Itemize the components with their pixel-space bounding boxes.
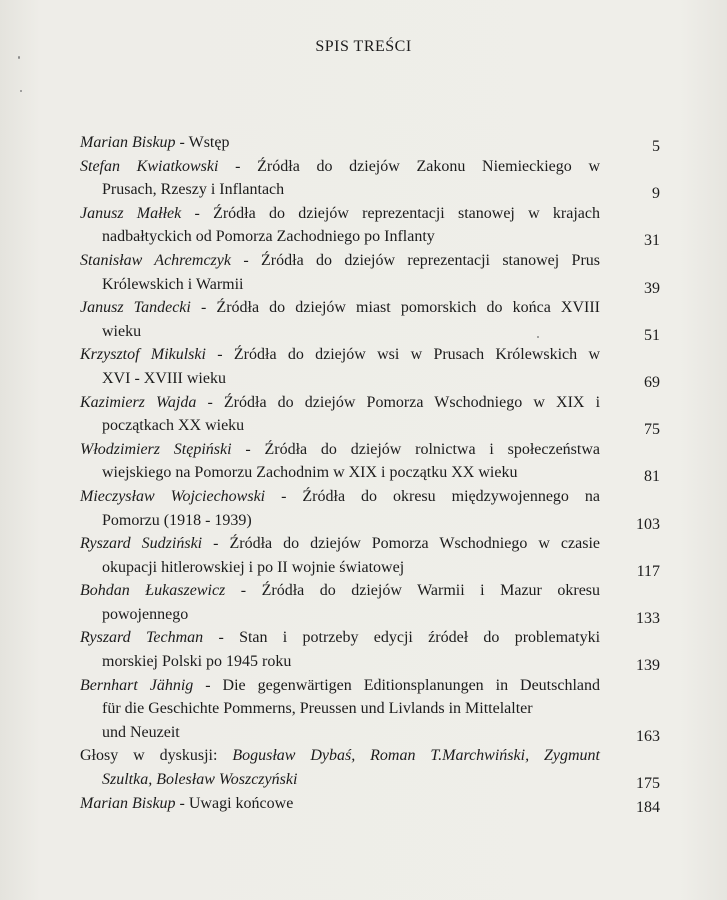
toc-title: Źródła do dziejów rolnictwa i społeczeństwa [264,440,601,458]
toc-author: Marian Biskup [80,794,176,812]
toc-entry[interactable]: Stefan Kwiatkowski - Źródła do dziejów Zakonu Niemieckiego w Prusach, Rzeszy i Inflantach 9 [80,155,660,202]
toc-page-number: 175 [636,775,660,793]
toc-entry[interactable]: Janusz Małłek - Źródła do dziejów reprezentacji stanowej w krajach nadbałtyckich od Pomorza Zachodniego po Inflanty 31 [80,202,660,249]
toc-title-continued: początkach XX wieku [102,417,245,435]
scan-speck [537,336,539,338]
toc-page-number: 103 [636,515,660,533]
toc-entry[interactable]: Stanisław Achremczyk - Źródła do dziejów reprezentacji stanowej Prus Królewskich i Warmii 39 [80,249,660,296]
toc-author: Stanisław Achremczyk [80,251,231,269]
toc-title-continued: XVI - XVIII wieku [102,369,226,387]
toc-title: Źródła do dziejów miast pomorskich do końca XVIII [216,299,601,317]
toc-entry[interactable]: Bernhart Jähnig - Die gegenwärtigen Editionsplanungen in Deutschland für die Geschichte Pommerns, Preussen und Livlands in Mittelalter und Neuzeit 163 [80,674,660,745]
toc-title: Źródła do dziejów Pomorza Wschodniego w XIX i [223,393,601,411]
toc-title-continued: powojennego [102,605,189,623]
toc-page-number: 9 [652,185,660,203]
toc-author: Ryszard Techman [80,629,204,647]
toc-author: Bohdan Łukaszewicz [80,582,226,600]
toc-title: Źródła do dziejów wsi w Prusach Królewskich w [233,346,601,364]
toc-title-continued: wiejskiego na Pomorzu Zachodnim w XIX i początku XX wieku [102,464,518,482]
toc-title-continued: Królewskich i Warmii [102,275,244,293]
toc-title: Wstęp [188,134,230,151]
toc-title-continued: und Neuzeit [102,723,180,741]
toc-discussion-prefix: Głosy w dyskusji: [80,747,233,765]
toc-entry[interactable]: Włodzimierz Stępiński - Źródła do dziejów rolnictwa i społeczeństwa wiejskiego na Pomorzu Zachodnim w XIX i początku XX wieku 81 [80,438,660,485]
toc-title-continued: morskiej Polski po 1945 roku [102,653,292,671]
toc-title-continued: Prusach, Rzeszy i Inflantach [102,181,285,199]
toc-entry[interactable]: Janusz Tandecki - Źródła do dziejów miast pomorskich do końca XVIII wieku 51 [80,296,660,343]
toc-page-number: 139 [636,657,660,675]
toc-entry[interactable]: Marian Biskup - Wstęp 5 [80,131,660,155]
toc-author: Bernhart Jähnig [80,676,194,694]
toc-page-number: 39 [644,279,660,297]
toc-author: Włodzimierz Stępiński [80,440,232,458]
toc-title: Źródła do dziejów reprezentacji stanowej w krajach [213,204,601,222]
toc-title-continued: Pomorzu (1918 - 1939) [102,511,252,529]
toc-page-number: 133 [636,609,660,627]
toc-page-number: 81 [644,468,660,486]
table-of-contents [80,131,660,815]
toc-title: Źródła do dziejów Zakonu Niemieckiego w [257,157,600,175]
toc-author: Marian Biskup [80,134,176,151]
toc-entry[interactable]: Ryszard Sudziński - Źródła do dziejów Pomorza Wschodniego w czasie okupacji hitlerowskiej i po II wojnie światowej 117 [80,532,660,579]
toc-author: Janusz Małłek [80,204,182,222]
toc-title: Źródła do okresu międzywojennego na [302,487,601,505]
toc-entry[interactable]: Kazimierz Wajda - Źródła do dziejów Pomorza Wschodniego w XIX i początkach XX wieku 75 [80,391,660,438]
toc-entry[interactable]: Bohdan Łukaszewicz - Źródła do dziejów Warmii i Mazur okresu powojennego 133 [80,579,660,626]
toc-entry[interactable] [80,744,660,791]
toc-page-number: 163 [636,727,660,745]
toc-title-continued: wieku [102,322,142,340]
toc-page-number: 75 [644,421,660,439]
toc-title: Die gegenwärtigen Editionsplanungen in Deutschland [222,676,601,694]
toc-author: Kazimierz Wajda [80,393,197,411]
toc-page-number: 31 [644,232,660,250]
toc-entry[interactable]: Mieczysław Wojciechowski - Źródła do okresu międzywojennego na Pomorzu (1918 - 1939) 103 [80,485,660,532]
toc-title-continued: für die Geschichte Pommerns, Preussen und Livlands in Mittelalter [102,700,533,718]
toc-title: Źródła do dziejów Pomorza Wschodniego w czasie [229,535,600,553]
toc-title: Źródła do dziejów reprezentacji stanowej Prus [261,251,601,269]
toc-author: Ryszard Sudziński [80,535,203,553]
scan-speck [18,56,20,59]
toc-page-number: 184 [636,798,660,816]
toc-title: Uwagi końcowe [188,794,294,812]
toc-author: Krzysztof Mikulski [80,346,206,364]
toc-author: Janusz Tandecki [80,299,191,317]
toc-entry[interactable]: Marian Biskup - Uwagi końcowe 184 [80,792,660,816]
toc-title: Źródła do dziejów Warmii i Mazur okresu [261,582,601,600]
toc-title-continued: nadbałtyckich od Pomorza Zachodniego po Inflanty [102,228,435,246]
toc-author: Mieczysław Wojciechowski [80,487,266,505]
toc-page-number: 51 [644,326,660,344]
scan-speck [20,90,22,92]
toc-entry[interactable]: Krzysztof Mikulski - Źródła do dziejów wsi w Prusach Królewskich w XVI - XVIII wieku 69 [80,343,660,390]
toc-page-number: 69 [644,373,660,391]
toc-page-number: 117 [636,562,660,580]
toc-title-continued: okupacji hitlerowskiej i po II wojnie światowej [102,558,405,576]
toc-author-continued: Szultka, Bolesław Woszczyński [102,771,298,789]
toc-author: Bogusław Dybaś, Roman T.Marchwiński, Zygmunt [232,747,600,765]
toc-title: Stan i potrzeby edycji źródeł do problematyki [239,629,601,647]
page-title: SPIS TREŚCI [315,38,412,55]
toc-entry[interactable]: Ryszard Techman - Stan i potrzeby edycji źródeł do problematyki morskiej Polski po 1945 roku 139 [80,626,660,673]
toc-page-number: 5 [652,138,660,155]
toc-author: Stefan Kwiatkowski [80,157,219,175]
